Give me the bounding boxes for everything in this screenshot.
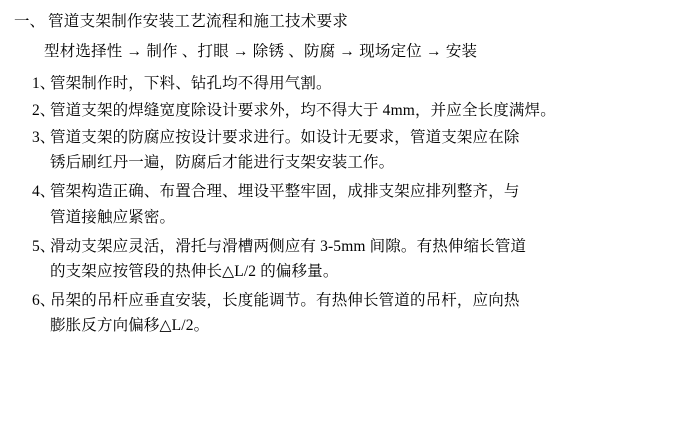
page-title — [14, 10, 679, 33]
list-item-line: 管架制作时，下料、钻孔均不得用气割。 — [50, 75, 332, 93]
list-item-line: 管道支架的焊缝宽度除设计要求外，均不得大于 4mm，并应全长度满焊。 — [50, 102, 556, 120]
heading-number: 一、 — [14, 13, 46, 30]
list-item — [14, 179, 679, 229]
list-item-line: 锈后刷红丹一遍，防腐后才能进行支架安装工作。 — [50, 154, 395, 172]
list-item-marker: 3、 — [32, 129, 56, 147]
list-item-body — [50, 125, 679, 175]
list-item-line: 吊架的吊杆应垂直安装，长度能调节。有热伸长管道的吊杆，应向热 — [50, 291, 520, 309]
list-item-marker: 1、 — [32, 75, 56, 93]
list-item-marker: 2、 — [32, 102, 56, 120]
list-item — [14, 125, 679, 175]
list-item-body — [50, 288, 679, 338]
list-item-line: 管道支架的防腐应按设计要求进行。如设计无要求，管道支架应在除 — [50, 129, 520, 147]
list-item-line: 管道接触应紧密。 — [50, 208, 176, 226]
list-item-body — [50, 179, 679, 229]
list-item-line: 膨胀反方向偏移△L/2。 — [50, 317, 210, 335]
list-item-marker: 5、 — [32, 237, 56, 255]
list-item — [14, 71, 679, 96]
list-item-marker: 4、 — [32, 183, 56, 201]
list-item — [14, 234, 679, 284]
list-item-body — [50, 234, 679, 284]
list-item-body — [50, 98, 679, 123]
list-item — [14, 288, 679, 338]
list-item-marker: 6、 — [32, 291, 56, 309]
list-item-body — [50, 71, 679, 96]
heading-title: 管道支架制作安装工艺流程和施工技术要求 — [48, 13, 349, 30]
list-item-line: 的支架应按管段的热伸长△L/2 的偏移量。 — [50, 262, 339, 280]
list-item-line: 管架构造正确、布置合理、埋设平整牢固，成排支架应排列整齐，与 — [50, 183, 520, 201]
list-item — [14, 98, 679, 123]
list-item-line: 滑动支架应灵活，滑托与滑槽两侧应有 3-5mm 间隙。有热伸缩长管道 — [50, 237, 527, 255]
process-flow-line: 型材选择性 → 制作 、打眼 → 除锈 、防腐 → 现场定位 → 安装 — [44, 43, 478, 61]
requirements-list — [14, 71, 679, 338]
